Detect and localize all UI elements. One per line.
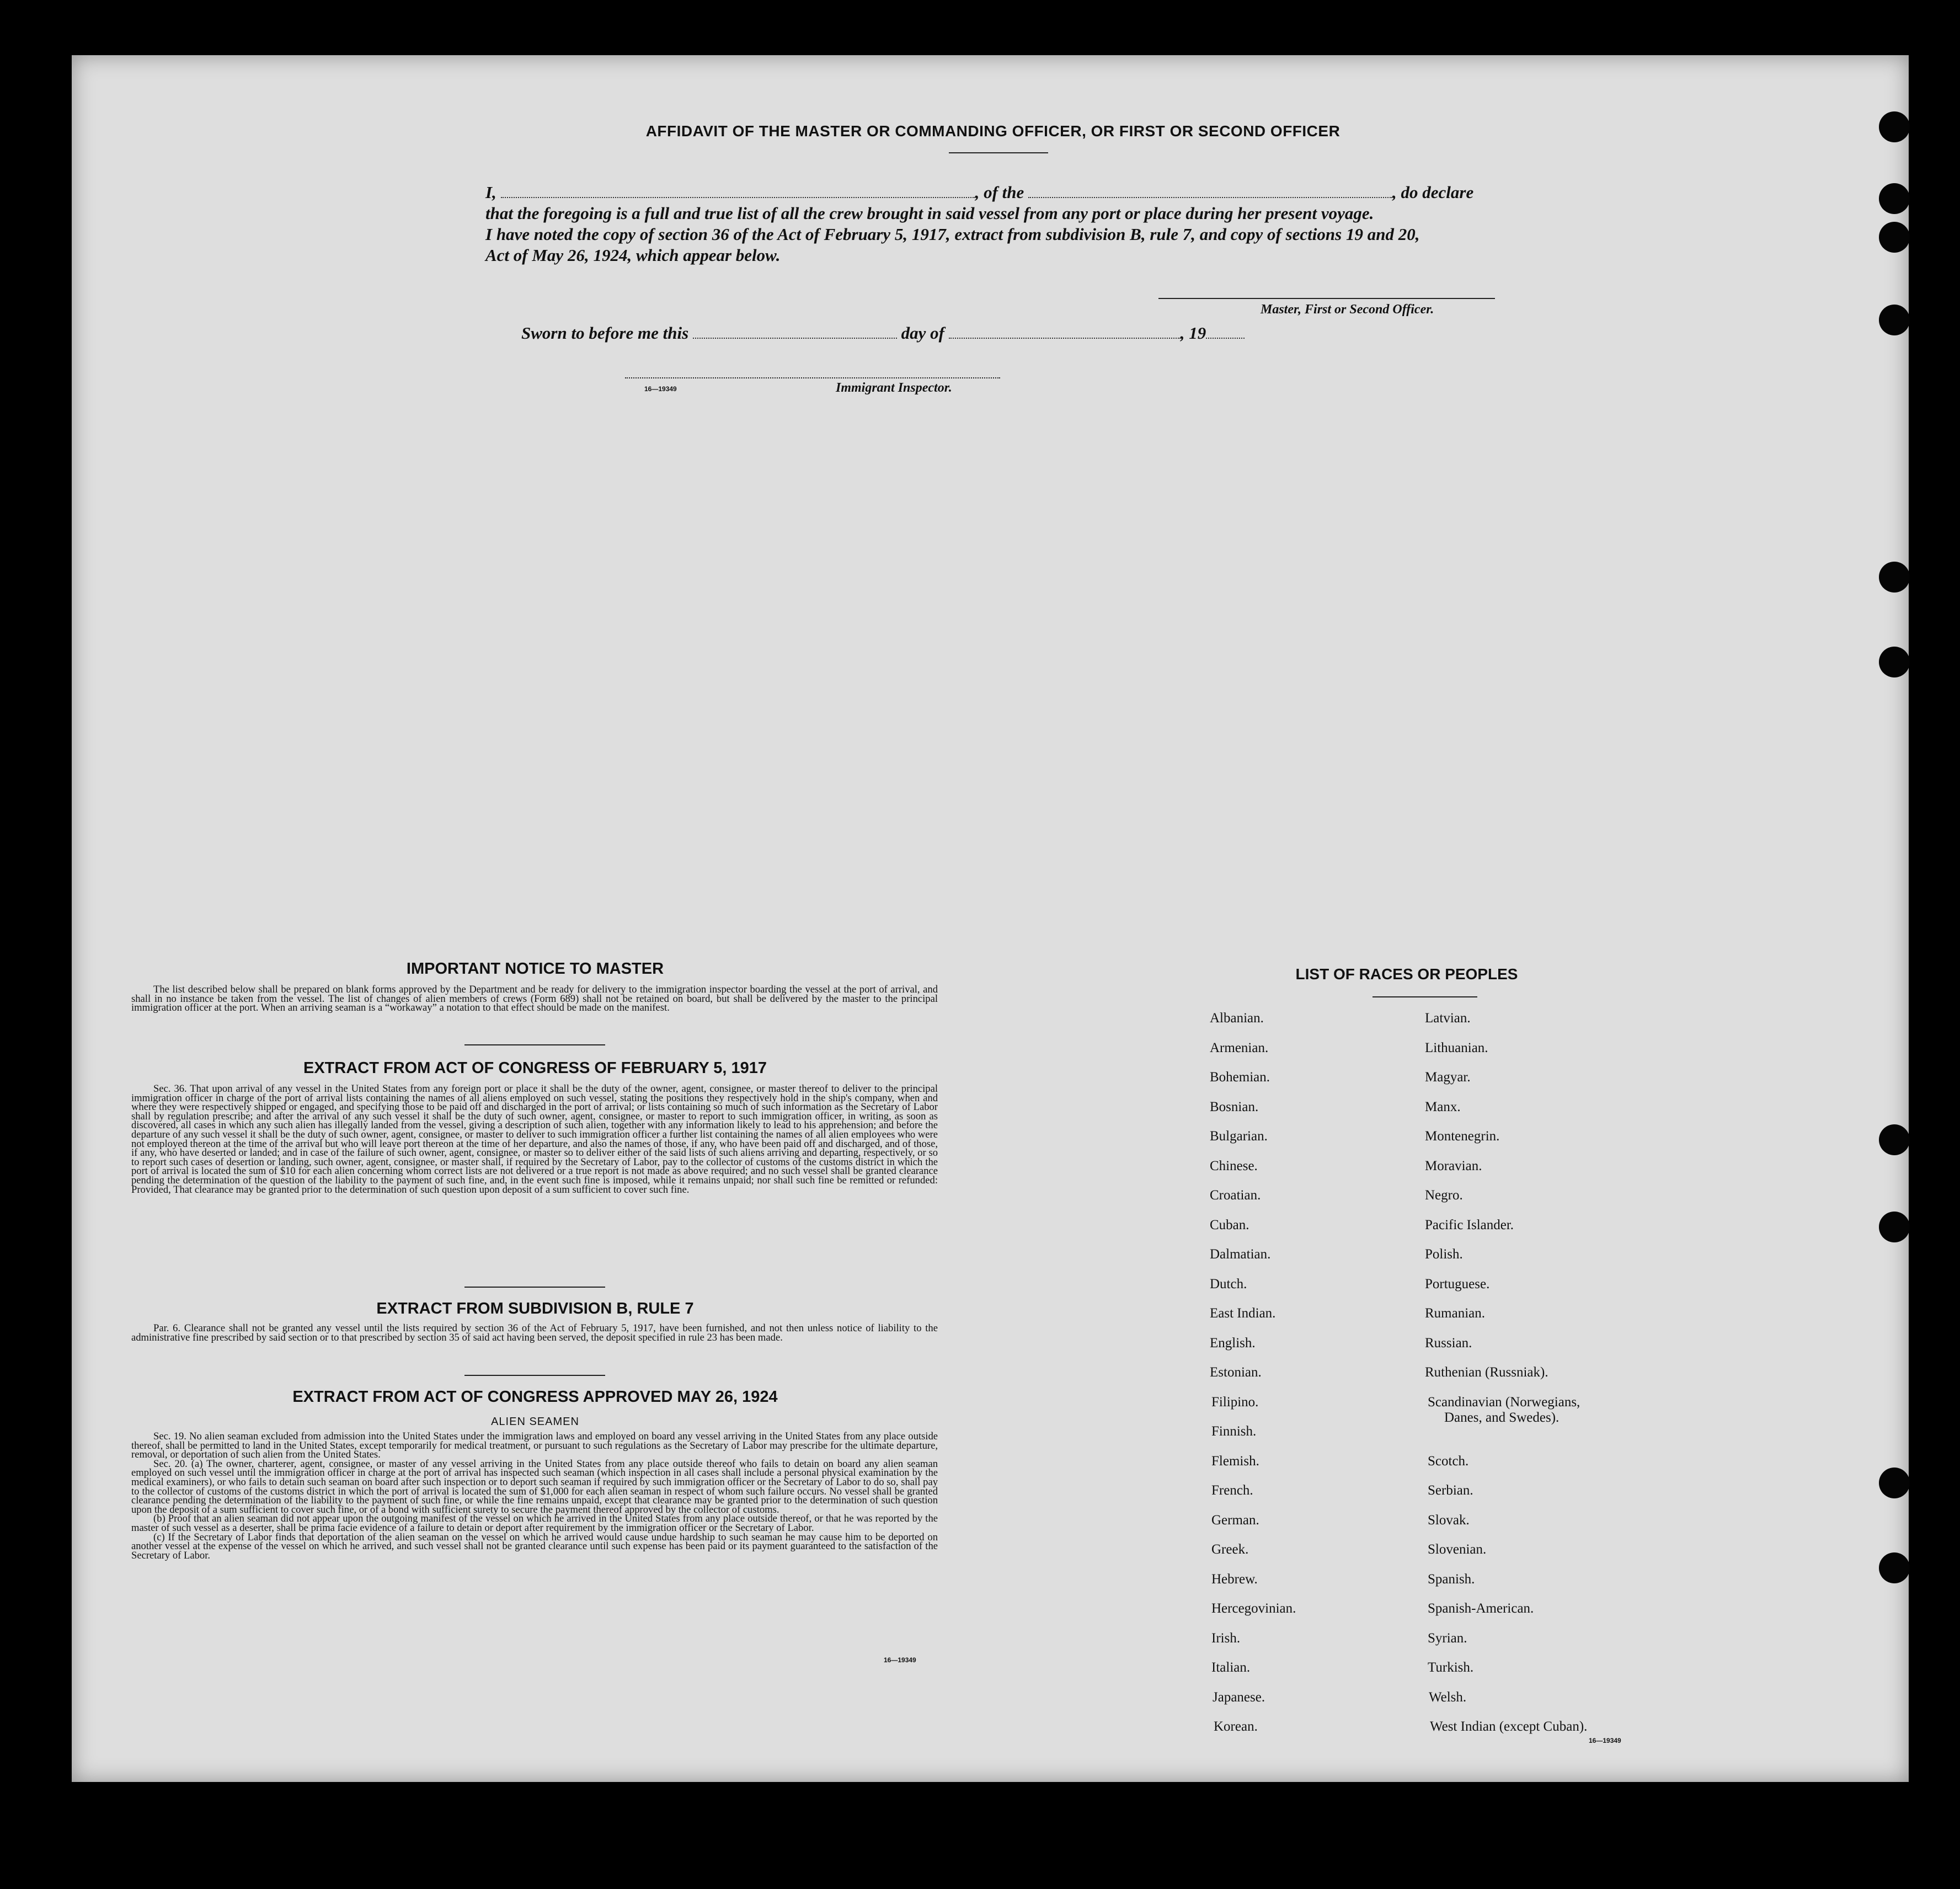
officer-signature-line[interactable] xyxy=(1158,298,1495,299)
race-item: Russian. xyxy=(1425,1336,1472,1351)
race-item: Bulgarian. xyxy=(1210,1129,1268,1144)
form-number: 16—19349 xyxy=(644,385,677,393)
race-item: Manx. xyxy=(1425,1100,1461,1114)
declaration-pre: I, xyxy=(485,183,496,202)
punch-hole xyxy=(1879,111,1910,142)
race-item: Rumanian. xyxy=(1425,1306,1486,1321)
race-item: Turkish. xyxy=(1428,1660,1474,1675)
race-item: French. xyxy=(1211,1483,1253,1498)
race-item: Magyar. xyxy=(1425,1070,1471,1085)
punch-hole xyxy=(1879,562,1910,593)
rule7-title: EXTRACT FROM SUBDIVISION B, RULE 7 xyxy=(376,1300,694,1317)
race-item: Latvian. xyxy=(1425,1011,1471,1026)
punch-hole xyxy=(1879,647,1910,677)
race-item: Bohemian. xyxy=(1210,1070,1270,1085)
race-item: English. xyxy=(1210,1336,1256,1351)
section-20b-paragraph: (b) Proof that an alien seaman did not appear upon the outgoing manifest of the vessel on which he arrived in the United States from any place outside thereof, or that he was reported by the master of such vessel as a deserter, shall be prima facie evidence of a failure to detain or deport after requirement by the immigration officer or the Secretary of Labor. xyxy=(131,1513,938,1534)
race-item: Welsh. xyxy=(1429,1690,1467,1705)
section-divider xyxy=(464,1375,605,1376)
race-item: East Indian. xyxy=(1210,1306,1276,1321)
punch-hole xyxy=(1879,1552,1910,1583)
notice-title: IMPORTANT NOTICE TO MASTER xyxy=(406,960,664,978)
officer-label: Master, First or Second Officer. xyxy=(1261,302,1434,317)
section-divider xyxy=(464,1287,605,1288)
race-item: Scotch. xyxy=(1428,1454,1469,1469)
race-item: Spanish. xyxy=(1428,1572,1475,1587)
race-item: Slovenian. xyxy=(1428,1542,1487,1557)
declaration-of: , of the xyxy=(975,183,1024,202)
sworn-line xyxy=(521,323,1558,344)
punch-hole xyxy=(1879,305,1910,335)
race-item: Albanian. xyxy=(1210,1011,1264,1026)
section-20c-paragraph: (c) If the Secretary of Labor finds that deportation of the alien seaman on the vessel on which he arrived would cause undue hardship to such seaman he may cause him to be deported on another vessel at the expense of the vessel on which he arrived, and such vessel shall not be granted clearance until such expense has been paid or its payment guaranteed to the satisfaction of the Secretary of Labor. xyxy=(131,1531,938,1561)
race-item: Moravian. xyxy=(1425,1159,1482,1173)
race-item: Finnish. xyxy=(1211,1424,1257,1439)
section-19-paragraph: Sec. 19. No alien seaman excluded from admission into the United States under the immigration laws and employed on board any vessel arriving in the United States from any place outside thereof, shall be permitted to land in the United States, except temporarily for medical treatment, or pursuant to such regulations as the Secretary of Labor may prescribe for the ultimate departure, removal, or deportation of such alien from the United States. xyxy=(131,1431,938,1461)
race-item: Spanish-American. xyxy=(1428,1601,1534,1616)
race-item: Danes, and Swedes). xyxy=(1444,1410,1560,1425)
section-20a-paragraph: Sec. 20. (a) The owner, charterer, agent, consignee, or master of any vessel arriving in the United States from any place outside thereof who fails to detain on board any alien seaman employed on such vessel until the immigration officer in charge at the port of arrival has inspected such seaman (which inspection in all cases shall include a personal physical examination by the medical examiners), or who fails to detain such seaman on board after such inspection or to deport such seaman if required by such immigration officer or the Secretary of Labor to do so, shall pay to the collector of customs of the customs district in which the port of arrival is located the sum of $1,000 for each alien seaman in respect of whom such failure occurs. No vessel shall be granted clearance pending the determination of the liability to the payment of such fine, or while the fine remains unpaid, except that clearance may be granted prior to the determination of such question upon the deposit of a sum sufficient to cover such fine, or of a bond with sufficient surety to secure the payment thereof approved by the collector of customs. xyxy=(131,1458,938,1516)
section-36-paragraph: Sec. 36. That upon arrival of any vessel in the United States from any foreign port or place it shall be the duty of the owner, agent, consignee, or master thereof to deliver to the principal immigration officer in charge of the port of arrival lists containing the names of all aliens employed on such vessel, stating the positions they respectively hold in the ship's company, when and where they were respectively shipped or engaged, and specifying those to be paid off and discharged in the port of arrival; or lists containing so much of such information as the Secretary of Labor shall by regulation prescribe; and after the arrival of any such vessel it shall be the duty of such owner, agent, consignee, or master to report to such immigration officer, in writing, as soon as discovered, all cases in which any such alien has illegally landed from the vessel, giving a description of such alien, together with any information likely to lead to his apprehension; and before the departure of any such vessel it shall be the duty of such owner, agent, consignee, or master to deliver to such immigration officer a further list containing the names of all alien employees who were not employed thereon at the time of the arrival but who will leave port thereon at the time of her departure, and also the names of those, if any, who have been paid off and discharged, and of those, if any, who have deserted or landed; and in case of the failure of such owner, agent, consignee, or master so to deliver either of the said lists of such aliens arriving and departing, respectively, or so to report such cases of desertion or landing, such owner, agent, consignee, or master shall, if required by the Secretary of Labor, pay to the collector of customs of the customs district in which the port of arrival is located the sum of $10 for each alien concerning whom correct lists are not delivered or a true report is not made as above required; and no such vessel shall be granted clearance pending the determination of the question of the liability to the payment of such fine, and, in the event such fine is imposed, while it remains unpaid; nor shall such fine be remitted or refunded: Provided, That clearance may be granted prior to the determination of such question upon deposit of a sum sufficient to cover such fine. xyxy=(131,1083,938,1196)
inspector-label: Immigrant Inspector. xyxy=(836,381,952,395)
race-item: Dalmatian. xyxy=(1210,1247,1271,1262)
name-field[interactable] xyxy=(501,186,975,198)
races-divider xyxy=(1372,996,1477,997)
race-item: Estonian. xyxy=(1210,1365,1262,1380)
race-item: Dutch. xyxy=(1210,1277,1247,1292)
race-item: Negro. xyxy=(1425,1188,1463,1203)
race-item: Japanese. xyxy=(1213,1690,1265,1705)
race-item: Syrian. xyxy=(1428,1631,1467,1646)
sworn-year-label: , 19 xyxy=(1180,323,1206,343)
race-item: Polish. xyxy=(1425,1247,1463,1262)
vessel-field[interactable] xyxy=(1028,186,1392,198)
sworn-day-label: day of xyxy=(901,323,944,343)
race-item: Chinese. xyxy=(1210,1159,1258,1173)
race-item: Portuguese. xyxy=(1425,1277,1490,1292)
race-item: Korean. xyxy=(1214,1719,1258,1734)
punch-hole xyxy=(1879,1468,1910,1498)
race-item: West Indian (except Cuban). xyxy=(1430,1719,1588,1734)
declaration-line-3: I have noted the copy of section 36 of the Act of February 5, 1917, extract from subdivision B, rule 7, and copy of sections 19 and 20, xyxy=(485,225,1420,244)
title-divider xyxy=(949,152,1048,153)
rule7-text xyxy=(131,1324,938,1342)
extract-1924-text xyxy=(131,1432,938,1560)
punch-hole xyxy=(1879,183,1910,214)
declaration-line-4: Act of May 26, 1924, which appear below. xyxy=(485,246,781,265)
sworn-day-field[interactable] xyxy=(693,327,897,339)
races-title: LIST OF RACES OR PEOPLES xyxy=(1295,965,1518,983)
race-item: German. xyxy=(1211,1513,1259,1528)
race-item: Lithuanian. xyxy=(1425,1040,1488,1055)
race-item: Scandinavian (Norwegians, xyxy=(1428,1395,1580,1410)
declaration-line-1 xyxy=(485,182,1523,203)
form-number: 16—19349 xyxy=(1589,1737,1621,1744)
declaration-end: , do declare xyxy=(1392,183,1474,202)
race-item: Italian. xyxy=(1211,1660,1251,1675)
sworn-year-field[interactable] xyxy=(1206,327,1245,339)
alien-seamen-subtitle: ALIEN SEAMEN xyxy=(491,1416,579,1428)
race-item: Flemish. xyxy=(1211,1454,1259,1469)
inspector-signature-line[interactable] xyxy=(625,377,1000,378)
punch-hole xyxy=(1879,1212,1910,1242)
notice-paragraph: The list described below shall be prepared on blank forms approved by the Department and be ready for delivery to the immigration inspector boarding the vessel at the port of arrival, and shall in no instance be taken from the vessel. The list of changes of alien members of crews (Form 689) shall not be retained on board, but shall be delivered by the master to the principal immigration officer at the port. When an arriving seaman is a “workaway” a notation to that effect should be made on the manifest. xyxy=(131,984,938,1014)
race-item: Pacific Islander. xyxy=(1425,1218,1514,1232)
race-item: Cuban. xyxy=(1210,1218,1249,1232)
form-number: 16—19349 xyxy=(884,1656,916,1664)
section-divider xyxy=(464,1044,605,1045)
declaration-line-2: that the foregoing is a full and true list of all the crew brought in said vessel from any port or place during her present voyage. xyxy=(485,204,1374,223)
punch-hole xyxy=(1879,222,1910,253)
race-item: Ruthenian (Russniak). xyxy=(1425,1365,1548,1380)
race-item: Bosnian. xyxy=(1210,1100,1259,1114)
race-item: Montenegrin. xyxy=(1425,1129,1500,1144)
race-item: Armenian. xyxy=(1210,1040,1269,1055)
race-item: Filipino. xyxy=(1211,1395,1259,1410)
race-item: Hercegovinian. xyxy=(1211,1601,1296,1616)
notice-text xyxy=(131,985,938,1013)
extract-1924-title: EXTRACT FROM ACT OF CONGRESS APPROVED MAY 26, 1924 xyxy=(292,1388,778,1406)
race-item: Hebrew. xyxy=(1211,1572,1258,1587)
race-item: Greek. xyxy=(1211,1542,1249,1557)
race-item: Serbian. xyxy=(1428,1483,1473,1498)
extract-1917-title: EXTRACT FROM ACT OF CONGRESS OF FEBRUARY 5, 1917 xyxy=(303,1059,767,1077)
rule7-paragraph: Par. 6. Clearance shall not be granted any vessel until the lists required by section 36 of the Act of February 5, 1917, have been furnished, and not then unless notice of liability to the administrative fine prescribed by said section or to that prescribed by section 35 of said act having been served, the deposit specified in rule 23 has been made. xyxy=(131,1322,938,1343)
race-item: Slovak. xyxy=(1428,1513,1470,1528)
affidavit-title: AFFIDAVIT OF THE MASTER OR COMMANDING OFFICER, OR FIRST OR SECOND OFFICER xyxy=(645,122,1341,140)
extract-1917-text xyxy=(131,1085,938,1194)
sworn-month-field[interactable] xyxy=(949,327,1181,339)
sworn-pre: Sworn to before me this xyxy=(521,323,689,343)
race-item: Croatian. xyxy=(1210,1188,1261,1203)
punch-hole xyxy=(1879,1124,1910,1155)
race-item: Irish. xyxy=(1211,1631,1241,1646)
